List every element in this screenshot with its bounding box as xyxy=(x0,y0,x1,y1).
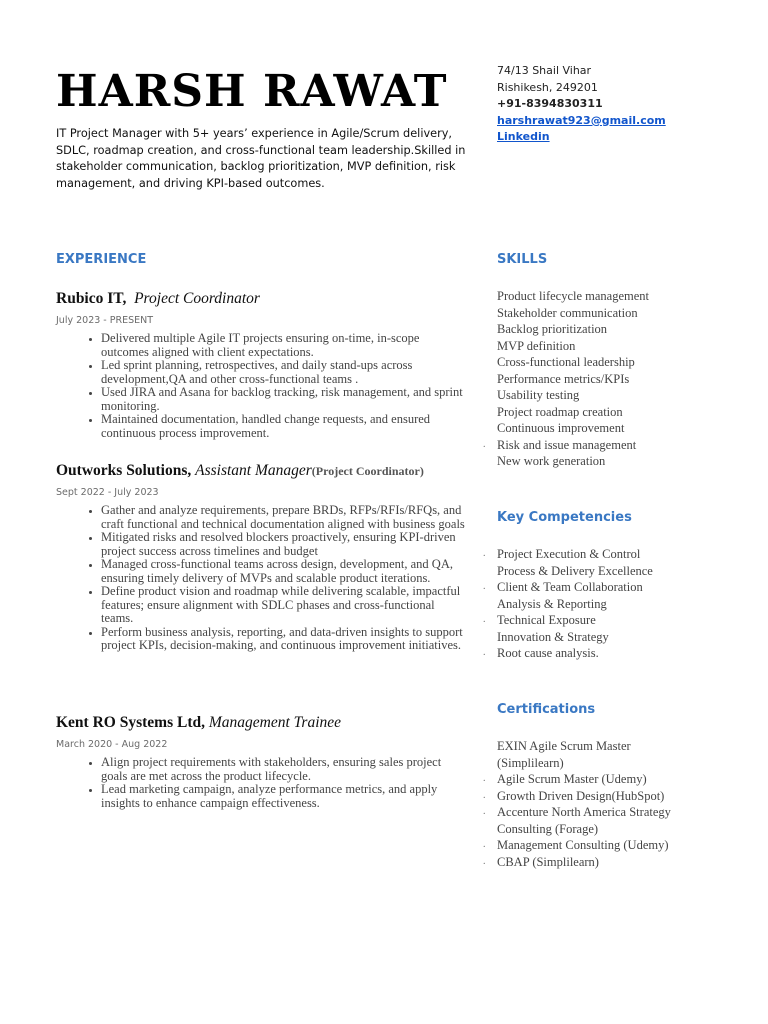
skill-item: Continuous improvement xyxy=(497,421,625,435)
job-bullet: • Delivered multiple Agile IT projects ensuring on-time, in-scope outcomes aligned with client expectations. xyxy=(101,332,466,359)
certifications-heading: Certifications xyxy=(497,702,596,717)
competency-item: . Client & Team Collaboration xyxy=(483,580,643,594)
skill-item: Cross-functional leadership xyxy=(497,355,635,369)
skill-item: Product lifecycle management xyxy=(497,289,650,303)
skill-item: . Risk and issue management xyxy=(483,437,637,452)
address-line-1: 74/13 Shail Vihar xyxy=(497,64,592,77)
competency-item: . Root cause analysis. xyxy=(483,646,599,660)
job-bullets xyxy=(56,332,466,440)
linkedin-link[interactable]: Linkedin xyxy=(497,130,550,143)
email-link[interactable]: harshrawat923@gmail.com xyxy=(497,113,666,127)
job-title xyxy=(56,461,466,481)
certification-item: . Management Consulting (Udemy) xyxy=(483,838,669,852)
job-entry xyxy=(56,289,466,440)
certification-item: . CBAP (Simplilearn) xyxy=(483,854,599,869)
skills-list xyxy=(483,288,703,470)
certification-item: . Growth Driven Design(HubSpot) xyxy=(483,788,665,803)
skills-heading: SKILLS xyxy=(497,252,548,267)
job-dates: July 2023 - PRESENT xyxy=(56,315,154,326)
job-dates: Sept 2022 - July 2023 xyxy=(56,487,159,498)
job-entry xyxy=(56,713,466,810)
certification-item: . Accenture North America Strategy Consulting (Forage) xyxy=(483,805,671,836)
skill-item: Project roadmap creation xyxy=(497,404,623,419)
job-bullet: • Mitigated risks and resolved blockers proactively, ensuring KPI-driven project success across timelines and budget xyxy=(101,531,466,558)
job-bullets xyxy=(56,504,466,653)
job-company: Kent RO Systems Ltd, xyxy=(56,714,205,731)
competencies-list xyxy=(483,546,703,662)
job-role-note: (Project Coordinator) xyxy=(311,464,424,478)
skill-item: Usability testing xyxy=(497,388,580,402)
job-role: Assistant Manager xyxy=(195,462,312,479)
job-bullet: • Align project requirements with stakeholders, ensuring sales project goals are met across the product lifecycle. xyxy=(101,756,466,783)
certification-item: . Agile Scrum Master (Udemy) xyxy=(483,772,647,786)
experience-heading: EXPERIENCE xyxy=(56,252,147,267)
competency-item: . Technical Exposure xyxy=(483,613,596,627)
contact-block xyxy=(497,63,666,146)
job-bullet: • Lead marketing campaign, analyze performance metrics, and apply insights to enhance campaign effectiveness. xyxy=(101,783,466,810)
profile-summary: IT Project Manager with 5+ years’ experience in Agile/Scrum delivery, SDLC, roadmap creation, and cross-functional team leadership.Skilled in stakeholder communication, backlog prioritization, MVP definition, risk management, and driving KPI-based outcomes. xyxy=(56,127,466,190)
address-line-2: Rishikesh, 249201 xyxy=(497,80,598,94)
job-bullet: • Led sprint planning, retrospectives, and daily stand-ups across development,QA and other cross-functional teams . xyxy=(101,359,466,386)
candidate-name: HARSH RAWAT xyxy=(56,66,448,117)
skill-item: Stakeholder communication xyxy=(497,305,638,320)
job-title xyxy=(56,713,466,733)
competency-item: Process & Delivery Excellence xyxy=(497,563,653,578)
job-bullet: • Perform business analysis, reporting, and data-driven insights to support project KPIs, decision-making, and continuous improvement initiatives. xyxy=(101,626,466,653)
competency-item: . Project Execution & Control xyxy=(483,547,641,561)
certification-item: EXIN Agile Scrum Master (Simplilearn) xyxy=(497,739,631,770)
job-company: Rubico IT, xyxy=(56,290,127,307)
phone-number: +91-8394830311 xyxy=(497,97,603,110)
competency-item: Analysis & Reporting xyxy=(497,596,607,611)
competencies-heading: Key Competencies xyxy=(497,510,632,525)
skill-item: Performance metrics/KPIs xyxy=(497,371,630,386)
job-entry xyxy=(56,461,466,653)
job-bullet: • Used JIRA and Asana for backlog tracking, risk management, and sprint monitoring. xyxy=(101,386,466,413)
certifications-list xyxy=(483,738,683,870)
skill-item: MVP definition xyxy=(497,338,576,353)
job-role: Management Trainee xyxy=(208,714,342,731)
job-bullet: • Define product vision and roadmap while delivering scalable, impactful features; ensure alignment with SDLC phases and cross-functional teams. xyxy=(101,585,466,626)
job-dates: March 2020 - Aug 2022 xyxy=(56,739,168,750)
job-company: Outworks Solutions, xyxy=(56,462,192,479)
skill-item: New work generation xyxy=(497,454,606,468)
job-bullets xyxy=(56,756,466,810)
job-title xyxy=(56,289,466,309)
skill-item: Backlog prioritization xyxy=(497,322,608,336)
job-role: Project Coordinator xyxy=(134,290,260,307)
job-bullet: • Maintained documentation, handled change requests, and ensured continuous process improvement. xyxy=(101,413,466,440)
job-bullet: • Gather and analyze requirements, prepare BRDs, RFPs/RFIs/RFQs, and craft functional and technical documentation aligned with business goals xyxy=(101,504,466,531)
competency-item: Innovation & Strategy xyxy=(497,629,609,644)
job-bullet: • Managed cross-functional teams across design, development, and QA, ensuring timely delivery of MVPs and scalable product iterations. xyxy=(101,558,466,585)
